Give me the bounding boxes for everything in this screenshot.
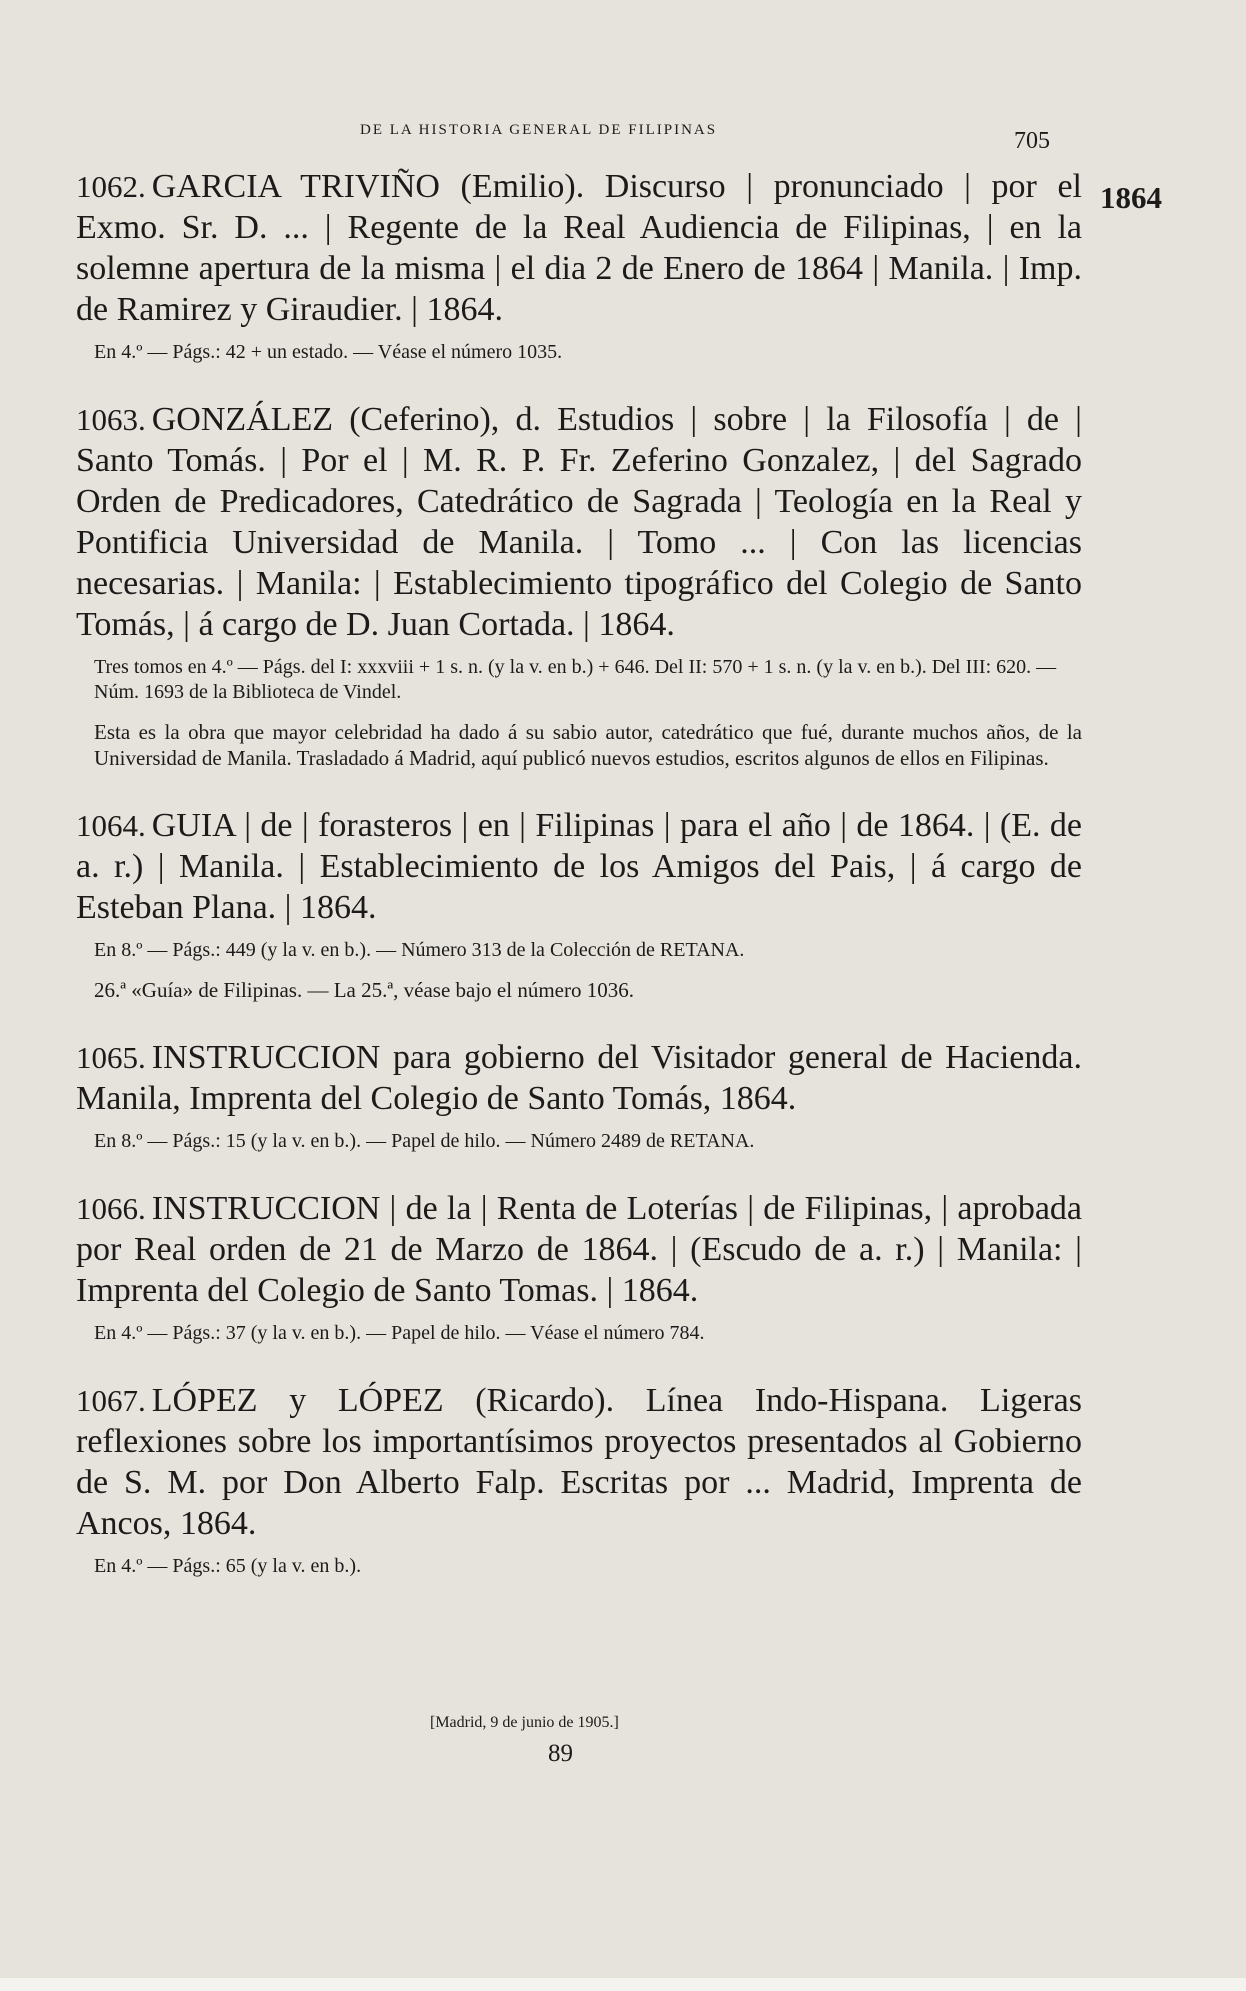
entry-number: 1063. [76, 402, 146, 437]
entry-1062 [76, 166, 1082, 365]
running-head: DE LA HISTORIA GENERAL DE FILIPINAS [360, 122, 718, 138]
entry-number: 1067. [76, 1383, 146, 1418]
entry-number: 1065. [76, 1040, 146, 1075]
entry-note: En 8.º — Págs.: 15 (y la v. en b.). — Papel de hilo. — Número 2489 de RETANA. [94, 1130, 755, 1152]
entry-text: GONZÁLEZ (Ceferino), d. Estudios | sobre | la Filosofía | de | Santo Tomás. | Por el | M. R. P. Fr. Zeferino Gonzalez, | del Sagrado Orden de Predicadores, Catedrático de Sagrada | Teología en la Real y Pontificia Universidad de Manila. | Tomo ... | Con las licencias necesarias. | Manila: | Establecimiento tipográfico del Colegio de Santo Tomás, | á cargo de D. Juan Cortada. | 1864. [76, 401, 1082, 643]
printing-date: [Madrid, 9 de junio de 1905.] [430, 1714, 619, 1731]
entry-number: 1062. [76, 169, 146, 204]
entry-1067 [76, 1380, 1082, 1579]
page-number: 705 [1014, 128, 1050, 154]
entry-1065 [76, 1037, 1082, 1154]
entry-note: Tres tomos en 4.º — Págs. del I: xxxviii + 1 s. n. (y la v. en b.) + 646. Del II: 570 + 1 s. n. (y la v. en b.). Del III: 620. — Núm. 1693 de la Biblioteca de Vindel. [94, 656, 1057, 703]
entry-text: INSTRUCCION | de la | Renta de Loterías | de Filipinas, | aprobada por Real orden de 21 de Marzo de 1864. | (Escudo de a. r.) | Manila: | Imprenta del Colegio de Santo Tomas. | 1864. [76, 1190, 1082, 1309]
entry-note: En 4.º — Págs.: 65 (y la v. en b.). [94, 1555, 362, 1577]
entry-1066 [76, 1188, 1082, 1346]
entry-1064 [76, 805, 1082, 1003]
entry-note: En 8.º — Págs.: 449 (y la v. en b.). — Número 313 de la Colección de RETANA. [94, 939, 745, 961]
entry-text: GARCIA TRIVIÑO (Emilio). Discurso | pronunciado | por el Exmo. Sr. D. ... | Regente de la Real Audiencia de Filipinas, | en la solemne apertura de la misma | el dia 2 de Enero de 1864 | Manila. | Imp. de Ramirez y Giraudier. | 1864. [76, 168, 1082, 328]
entry-number: 1064. [76, 808, 146, 843]
entry-commentary: Esta es la obra que mayor celebridad ha dado á su sabio autor, catedrático que fué, durante muchos años, de la Universidad de Manila. Trasladado á Madrid, aquí publicó nuevos estudios, escritos algunos de ellos en Filipinas. [94, 720, 1082, 770]
entry-note: En 4.º — Págs.: 37 (y la v. en b.). — Papel de hilo. — Véase el número 784. [94, 1322, 705, 1344]
entry-text: INSTRUCCION para gobierno del Visitador general de Hacienda. Manila, Imprenta del Colegio de Santo Tomás, 1864. [76, 1039, 1082, 1117]
entry-text: GUIA | de | forasteros | en | Filipinas | para el año | de 1864. | (E. de a. r.) | Manila. | Establecimiento de los Amigos del Pais, | á cargo de Esteban Plana. | 1864. [76, 807, 1082, 926]
entry-1063 [76, 399, 1082, 771]
sheet-signature: 89 [548, 1740, 573, 1767]
entry-note: En 4.º — Págs.: 42 + un estado. — Véase el número 1035. [94, 341, 563, 363]
bibliography-body [76, 166, 1082, 1613]
entry-number: 1066. [76, 1191, 146, 1226]
margin-year: 1864 [1100, 180, 1162, 215]
entry-text: LÓPEZ y LÓPEZ (Ricardo). Línea Indo-Hispana. Ligeras reflexiones sobre los importantísimos proyectos presentados al Gobierno de S. M. por Don Alberto Falp. Escritas por ... Madrid, Imprenta de Ancos, 1864. [76, 1382, 1082, 1542]
entry-commentary: 26.ª «Guía» de Filipinas. — La 25.ª, véase bajo el número 1036. [94, 978, 634, 1002]
scan-footer-strip [0, 1978, 1246, 1991]
